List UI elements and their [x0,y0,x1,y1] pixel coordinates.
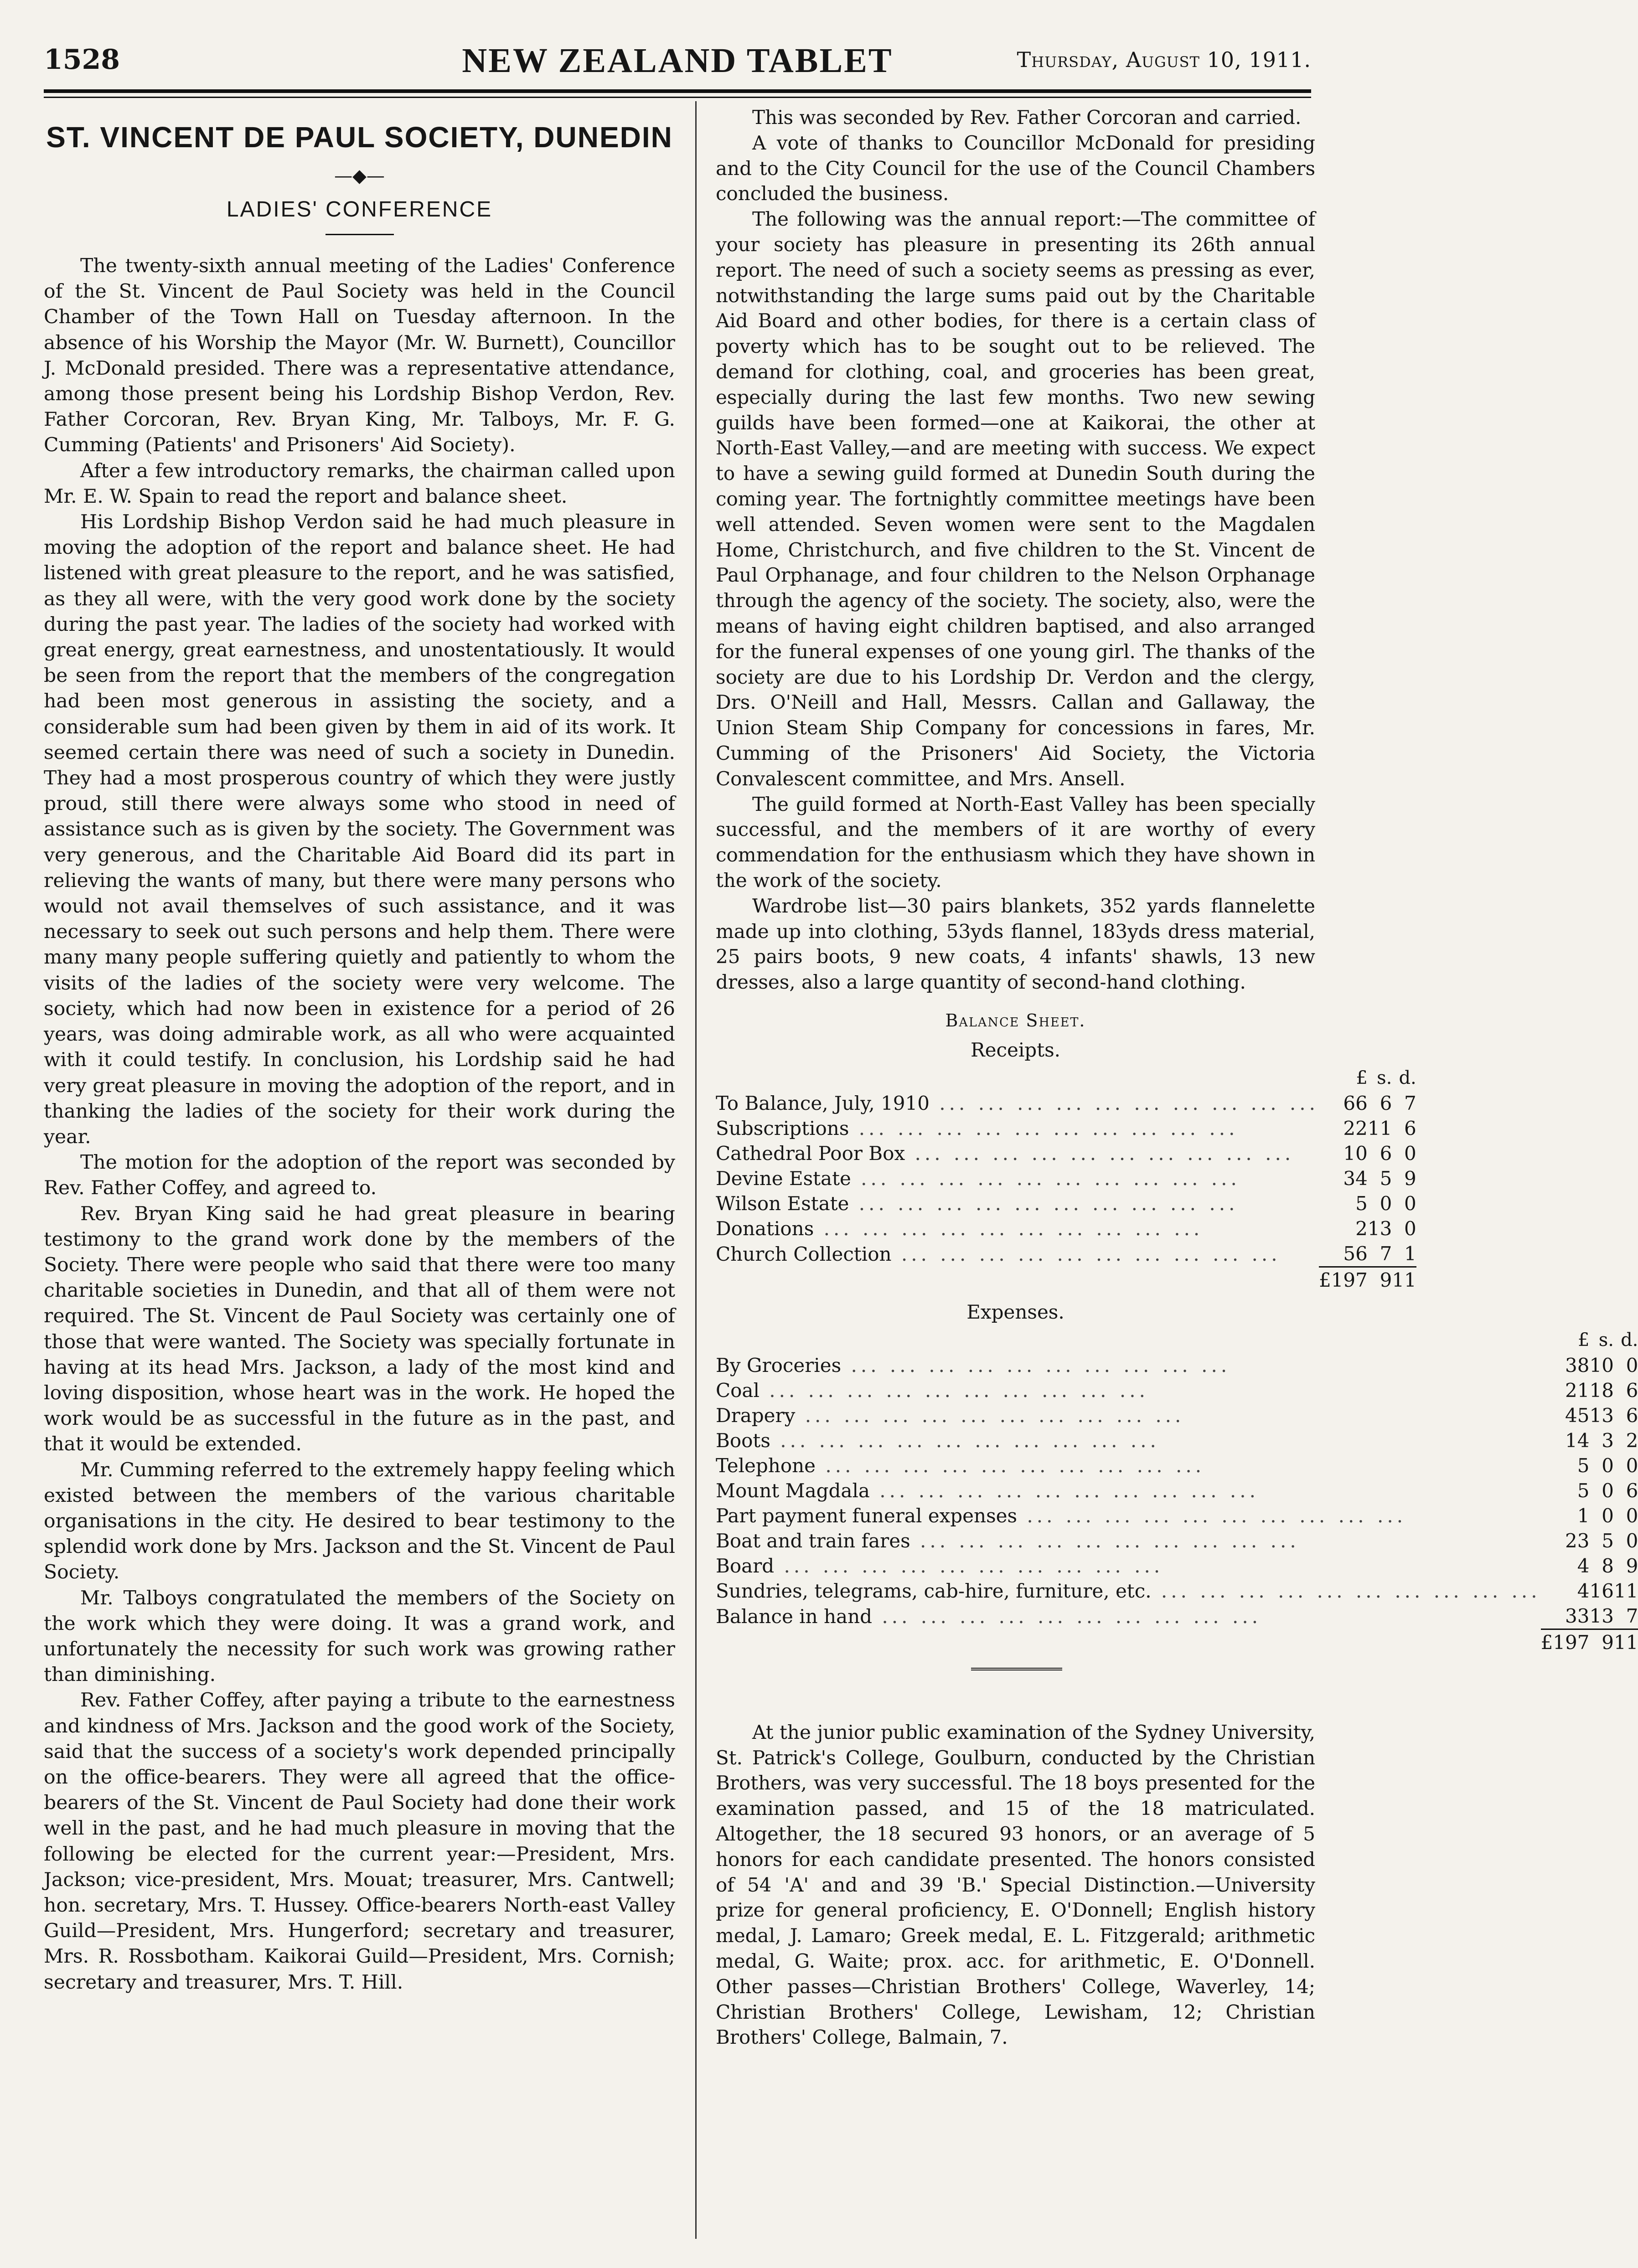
article-title: ST. VINCENT DE PAUL SOCIETY, DUNEDIN [46,121,673,154]
page-number: 1528 [44,44,120,76]
item-label [716,1216,1319,1241]
total-pounds: £197 [1541,1629,1590,1655]
item-label [716,1378,1541,1403]
table-row [716,1578,1638,1603]
leader-dots: ... ... ... ... ... ... ... ... ... ... [1017,1504,1407,1527]
balance-sheet-heading: Balance Sheet. [945,1010,1086,1031]
item-label-text: Drapery [716,1404,796,1427]
pence-value: 1 [1404,1242,1416,1265]
item-label [716,1453,1541,1478]
blank-cell [716,1066,1319,1091]
blank-cell [716,1267,1319,1293]
paragraph: The following was the annual report:—The committee of your society has pleasure in presenting its 26th annual report. The need of such a society seems as pressing as ever, notwithstanding the large sums paid out by the Charitable Aid Board and other bodies, for there is a certain class of poverty which has to be sought out to be relieved. The demand for clothing, coal, and groceries has been great, especially during the last few months. Two new sewing guilds have been formed—one at Kaikorai, the other at North-East Valley,—and are meeting with success. We expect to have a sewing guild formed at Dunedin South during the coming year. The fortnightly committee meetings have been well attended. Seven women were sent to the Magdalen Home, Christchurch, and five children to the St. Vincent de Paul Orphanage, and four children to the Nelson Orphanage through the agency of the society. The society, also, were the means of having eight children baptised, and also arranged for the funeral expenses of one young girl. The thanks of the society are due to his Lordship Dr. Verdon and the clergy, Drs. O'Neill and Hall, Messrs. Callan and Gallaway, the Union Steam Ship Company for concessions in fares, Mr. Cumming of the Prisoners' Aid Society, the Victoria Convalescent committee, and Mrs. Ansell. [716,208,1315,790]
leader-dots: ... ... ... ... ... ... ... ... ... ... [759,1379,1149,1402]
item-label-text: Coal [716,1379,760,1402]
receipts-table [716,1066,1416,1293]
paragraph: Mr. Talboys congratulated the members of the Society on the work which they were doing. It was a grand work, and unfortunately the necessity for such work was growing rather than diminishing. [44,1587,675,1686]
paragraph: The guild formed at North-East Valley has been specially successful, and the members of it are worthy of every commendation for the enthusiasm which they have shown in the work of the society. [716,793,1315,892]
leader-dots: ... ... ... ... ... ... ... ... ... ... [770,1429,1160,1452]
table-row [716,1378,1638,1403]
item-label-text: Boots [716,1429,770,1452]
leader-dots: ... ... ... ... ... ... ... ... ... ... [905,1142,1295,1165]
blank-cell [716,1629,1541,1655]
item-label-text: Boat and train fares [716,1529,910,1552]
paragraph: Mr. Cumming referred to the extremely happy feeling which existed between the members of the various charitable organisations in the city. He desired to bear testimony to the splendid work done by Mrs. Jackson and the St. Vincent de Paul Society. [44,1459,675,1584]
item-label [716,1166,1319,1191]
item-label [716,1603,1541,1629]
paragraph: Wardrobe list—30 pairs blankets, 352 yards flannelette made up into clothing, 53yds flannel, 183yds dress material, 25 pairs boots, 9 new coats, 4 infants' shawls, 13 new dresses, also a large quantity of second-hand clothing. [716,894,1315,994]
paragraph: The twenty-sixth annual meeting of the Ladies' Conference of the St. Vincent de Paul Society was held in the Council Chamber of the Town Hall on Tuesday afternoon. In the absence of his Worship the Mayor (Mr. W. Burnett), Councillor J. McDonald presided. There was a representative attendance, among those present being his Lordship Bishop Verdon, Rev. Father Corcoran, Rev. Bryan King, Mr. Talboys, Mr. F. G. Cumming (Patients' and Prisoners' Aid Society). [44,255,675,457]
item-label-text: Devine Estate [716,1167,851,1190]
item-label-text: Mount Magdala [716,1479,870,1502]
total-pence: 11 [1392,1267,1416,1293]
item-label-text: Board [716,1554,775,1577]
paragraph: Rev. Father Coffey, after paying a tribute to the earnestness and kindness of Mrs. Jackson and the good work of the Society, said that the success of a society's work depended principally on the office-bearers. They were all agreed that the office-bearers of the St. Vincent de Paul Society had done their work well in the past, and he had much pleasure in moving that the following be elected for the current year:—President, Mrs. Jackson; vice-president, Mrs. Mouat; treasurer, Mrs. Cantwell; hon. secretary, Mrs. T. Hussey. Office-bearers North-east Valley Guild—President, Mrs. Hungerford; secretary and treasurer, Mrs. R. Rossbotham. Kaikorai Guild—President, Mrs. Cornish; secretary and treasurer, Mrs. T. Hill. [44,1689,675,1994]
item-label [716,1116,1319,1141]
pounds-value: 5 [1577,1454,1590,1477]
shillings-value: 0 [1602,1504,1614,1527]
pounds-value: 66 [1343,1092,1368,1114]
shillings-value: 18 [1589,1379,1614,1402]
header-rule-thin [44,97,1311,98]
page-header [44,41,1311,94]
item-label-text: To Balance, July, 1910 [716,1092,930,1114]
paragraph: The motion for the adoption of the report was seconded by Rev. Father Coffey, and agreed to. [44,1151,675,1200]
item-label [716,1091,1319,1116]
pounds-value: 56 [1343,1242,1368,1265]
publication-title: NEW ZEALAND TABLET [462,41,893,80]
item-label [716,1478,1541,1503]
pounds-value: 45 [1565,1404,1590,1427]
shillings-value: 10 [1589,1354,1614,1376]
subtitle-rule [326,234,394,235]
table-row [716,1503,1638,1528]
pounds-value: 21 [1565,1379,1590,1402]
ornament-divider: —◆— [334,165,385,186]
pence-value: 0 [1626,1454,1638,1477]
leader-dots: ... ... ... ... ... ... ... ... ... ... [851,1167,1240,1190]
pence-value: 0 [1626,1504,1638,1527]
blank-cell [716,1328,1541,1353]
table-row [716,1453,1638,1478]
item-label-text: Sundries, telegrams, cab-hire, furniture, etc. [716,1579,1152,1602]
pounds-value: 38 [1565,1354,1590,1376]
item-label [716,1553,1541,1578]
table-row [716,1428,1638,1453]
table-row [716,1353,1638,1378]
pence-value: 7 [1626,1604,1638,1627]
table-row [716,1241,1416,1267]
item-label [716,1353,1541,1378]
pence-value: 9 [1626,1554,1638,1577]
table-row [716,1403,1638,1428]
table-row [716,1166,1416,1191]
pence-value: 0 [1404,1192,1416,1215]
shillings-value: 3 [1602,1429,1614,1452]
leader-dots: ... ... ... ... ... ... ... ... ... ... [774,1554,1164,1577]
table-row [716,1191,1416,1216]
leader-dots: ... ... ... ... ... ... ... ... ... ... [891,1242,1281,1265]
item-label-text: Donations [716,1217,814,1240]
shillings-value: 0 [1380,1192,1392,1215]
item-label-text: Balance in hand [716,1605,873,1628]
shillings-value: 16 [1589,1579,1614,1602]
issue-date: Thursday, August 10, 1911. [1017,47,1311,72]
leader-dots: ... ... ... ... ... ... ... ... ... ... [849,1192,1239,1215]
pence-value: 6 [1626,1379,1638,1402]
article-subtitle: LADIES' CONFERENCE [226,197,493,222]
end-double-rule [971,1668,1062,1674]
table-row [716,1478,1638,1503]
pence-header: d. [1621,1329,1638,1350]
pounds-value: 2 [1355,1217,1368,1240]
paragraph: After a few introductory remarks, the chairman called upon Mr. E. W. Spain to read the report and balance sheet. [44,459,675,508]
item-label [716,1403,1541,1428]
item-label-text: Wilson Estate [716,1192,849,1215]
pounds-value: 33 [1565,1604,1590,1627]
pounds-header: £ [1356,1067,1368,1088]
pounds-value: 5 [1355,1192,1368,1215]
pounds-value: 4 [1577,1554,1590,1577]
leader-dots: ... ... ... ... ... ... ... ... ... ... [872,1605,1262,1628]
column-header-row [716,1066,1416,1091]
item-label [716,1578,1541,1603]
pence-value: 7 [1404,1092,1416,1114]
shillings-value: 13 [1367,1217,1392,1240]
pounds-header: £ [1578,1329,1590,1350]
pounds-value: 5 [1577,1479,1590,1502]
item-label-text: Cathedral Poor Box [716,1142,905,1165]
column-divider [695,101,697,2239]
expenses-table [716,1328,1638,1655]
leader-dots: ... ... ... ... ... ... ... ... ... ... [849,1117,1239,1139]
paragraph: Rev. Bryan King said he had great pleasure in bearing testimony to the grand work done by the members of the Society. There were people who said that there were too many charitable societies in Dunedin, and that all of them were not required. The St. Vincent de Paul Society was certainly one of those that were wanted. The Society was specially fortunate in having at its head Mrs. Jackson, a lady of the most kind and loving disposition, whose heart was in the work. He hoped the work would be as successful in the future as in the past, and that it would be extended. [44,1202,675,1456]
shillings-value: 5 [1380,1167,1392,1190]
paragraph: At the junior public examination of the Sydney University, St. Patrick's College, Goulburn, conducted by the Christian Brothers, was very successful. The 18 boys presented for the examination passed, and 15 of the 18 matriculated. Altogether, the 18 secured 93 honors, or an average of 5 honors for each candidate presented. The honors consisted of 54 'A' and and 39 'B.' Special Distinction.—University prize for general proficiency, E. O'Donnell; English history medal, J. Lamaro; Greek medal, E. L. Fitzgerald; arithmetic medal, G. Waite; prox. acc. for arithmetic, E. O'Donnell. Other passes—Christian Brothers' College, Waverley, 14; Christian Brothers' College, Lewisham, 12; Christian Brothers' College, Balmain, 7. [716,1721,1315,2049]
total-shillings: 9 [1589,1629,1613,1655]
pence-value: 6 [1626,1404,1638,1427]
pence-value: 0 [1626,1529,1638,1552]
item-label-text: Part payment funeral expenses [716,1504,1018,1527]
pence-value: 0 [1404,1217,1416,1240]
shillings-value: 0 [1602,1479,1614,1502]
table-row [716,1553,1638,1578]
pounds-value: 22 [1343,1117,1368,1139]
leader-dots: ... ... ... ... ... ... ... ... ... ... [814,1217,1204,1240]
leader-dots: ... ... ... ... ... ... ... ... ... ... [869,1479,1259,1502]
pounds-value: 10 [1343,1142,1368,1165]
table-row [716,1603,1638,1629]
shillings-header: s. [1377,1067,1392,1088]
item-label [716,1528,1541,1553]
shillings-value: 0 [1602,1454,1614,1477]
pounds-value: 23 [1565,1529,1590,1552]
leader-dots: ... ... ... ... ... ... ... ... ... ... [841,1354,1231,1376]
total-pence: 11 [1614,1629,1638,1655]
column-header-row [716,1328,1638,1353]
total-row [716,1629,1638,1655]
table-row [716,1091,1416,1116]
item-label [716,1191,1319,1216]
item-label-text: Church Collection [716,1242,892,1265]
total-row [716,1267,1416,1293]
leader-dots: ... ... ... ... ... ... ... ... ... ... [910,1529,1300,1552]
pence-value: 11 [1613,1579,1638,1602]
header-rule-thick [44,89,1311,93]
paragraph: A vote of thanks to Councillor McDonald for presiding and to the City Council for the use of the Council Chambers concluded the business. [716,131,1315,205]
leader-dots: ... ... ... ... ... ... ... ... ... ... [929,1092,1319,1114]
table-row [716,1116,1416,1141]
pence-value: 6 [1404,1117,1416,1139]
table-row [716,1141,1416,1166]
pence-header: d. [1399,1067,1416,1088]
item-label-text: Subscriptions [716,1117,849,1139]
pence-value: 9 [1404,1167,1416,1190]
shillings-header: s. [1598,1329,1614,1350]
leader-dots: ... ... ... ... ... ... ... ... ... ... [1151,1579,1541,1602]
item-label [716,1428,1541,1453]
item-label-text: Telephone [716,1454,816,1477]
item-label [716,1241,1319,1267]
paragraph: This was seconded by Rev. Father Corcoran and carried. [752,106,1302,129]
table-row [716,1216,1416,1241]
pence-value: 0 [1404,1142,1416,1165]
pounds-value: 4 [1577,1579,1590,1602]
paragraph: His Lordship Bishop Verdon said he had much pleasure in moving the adoption of the report and balance sheet. He had listened with great pleasure to the report, and he was satisfied, as they all were, with the very good work done by the society during the past year. The ladies of the society had worked with great energy, great earnestness, and unostentatiously. It would be seen from the report that the members of the congregation had been most generous in assisting the society, and a considerable sum had been given by them in aid of its work. It seemed certain there was need of such a society in Dunedin. They had a most prosperous country of which they were justly proud, still there were always some who stood in need of assistance such as is given by the society. The Government was very generous, and the Charitable Aid Board did its part in relieving the wants of many, but there were many persons who would not avail themselves of such assistance, and it was necessary to seek out such persons and help them. There were many many people suffering quietly and patiently to whom the visits of the ladies of the society were very welcome. The society, which had now been in existence for a period of 26 years, was doing admirable work, as all who were acquainted with it could testify. In conclusion, his Lordship said he had very great pleasure in moving the adoption of the report, and in thanking the ladies of the society for their work during the year. [44,511,675,1148]
pence-value: 0 [1626,1354,1638,1376]
shillings-value: 6 [1380,1142,1392,1165]
shillings-value: 5 [1602,1529,1614,1552]
shillings-value: 11 [1367,1117,1392,1139]
shillings-value: 13 [1589,1604,1614,1627]
right-column [716,105,1638,2050]
expenses-heading: Expenses. [966,1300,1064,1323]
shillings-value: 13 [1589,1404,1614,1427]
shillings-value: 6 [1380,1092,1392,1114]
item-label [716,1141,1319,1166]
shillings-value: 8 [1602,1554,1614,1577]
pence-value: 6 [1626,1479,1638,1502]
left-column [44,105,675,1995]
pounds-value: 14 [1565,1429,1590,1452]
total-shillings: 9 [1368,1267,1392,1293]
pounds-value: 34 [1343,1167,1368,1190]
item-label [716,1503,1541,1528]
receipts-heading: Receipts. [971,1038,1060,1061]
pounds-value: 1 [1577,1504,1590,1527]
total-pounds: £197 [1319,1267,1368,1293]
pence-value: 2 [1626,1429,1638,1452]
shillings-value: 7 [1380,1242,1392,1265]
leader-dots: ... ... ... ... ... ... ... ... ... ... [795,1404,1185,1427]
table-row [716,1528,1638,1553]
item-label-text: By Groceries [716,1354,842,1376]
leader-dots: ... ... ... ... ... ... ... ... ... ... [816,1454,1205,1477]
